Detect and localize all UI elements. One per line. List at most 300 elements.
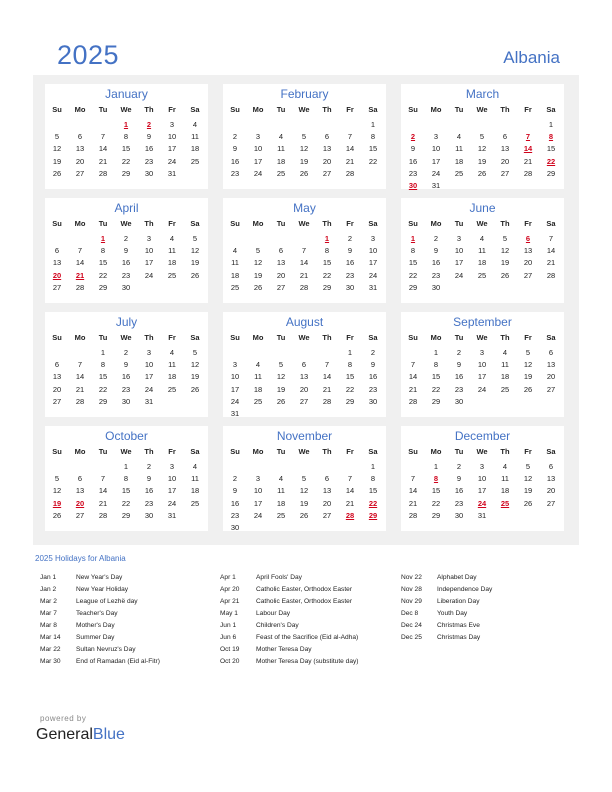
day-cell: 25 <box>190 498 200 508</box>
day-cell: 20 <box>322 498 332 508</box>
weekday-header: We <box>476 333 488 342</box>
day-cell: 7 <box>548 234 554 243</box>
holiday-row <box>220 646 359 658</box>
day-cell: 13 <box>276 258 286 268</box>
holiday-day-cell: 1 <box>100 234 106 243</box>
holiday-day-cell: 6 <box>525 234 531 243</box>
weekday-header: Fr <box>168 447 176 456</box>
day-cell: 12 <box>253 258 263 268</box>
day-cell: 14 <box>345 486 355 496</box>
day-cell: 10 <box>454 246 464 256</box>
day-cell: 30 <box>431 282 441 292</box>
month-november <box>223 426 386 531</box>
day-cell: 8 <box>123 474 129 484</box>
day-cell: 18 <box>253 384 263 394</box>
day-cell: 3 <box>433 132 439 142</box>
day-cell: 3 <box>255 132 261 142</box>
weekday-header: Th <box>322 105 332 114</box>
holiday-name: Mother Teresa Day <box>256 646 312 653</box>
day-cell: 31 <box>368 282 378 292</box>
day-cell: 21 <box>523 156 533 166</box>
month-march <box>401 84 564 189</box>
day-cell: 13 <box>299 372 309 382</box>
day-cell: 20 <box>546 486 556 496</box>
day-cell: 17 <box>253 156 263 166</box>
day-cell: 25 <box>276 510 286 520</box>
day-cell: 9 <box>146 132 152 142</box>
day-cell: 22 <box>408 270 418 280</box>
day-cell: 23 <box>144 498 154 508</box>
day-cell: 1 <box>548 120 554 129</box>
calendar-grid <box>33 75 579 545</box>
day-cell: 4 <box>192 462 198 471</box>
month-title: April <box>114 201 139 215</box>
day-cell: 28 <box>546 270 556 280</box>
day-cell: 3 <box>169 120 175 129</box>
weekday-header: Th <box>322 333 332 342</box>
day-cell: 28 <box>322 396 332 406</box>
day-cell: 17 <box>477 372 487 382</box>
day-cell: 27 <box>75 168 85 178</box>
day-cell: 25 <box>190 156 200 166</box>
day-cell: 21 <box>345 156 355 166</box>
weekday-header: Fr <box>346 447 354 456</box>
day-cell: 14 <box>546 246 556 256</box>
day-cell: 28 <box>75 282 85 292</box>
day-cell: 31 <box>144 396 154 406</box>
day-cell: 27 <box>322 510 332 520</box>
day-cell: 22 <box>121 156 131 166</box>
day-cell: 9 <box>123 246 129 256</box>
day-cell: 14 <box>408 486 418 496</box>
day-cell: 26 <box>477 168 487 178</box>
day-cell: 28 <box>299 282 309 292</box>
holiday-name: April Fools' Day <box>256 574 302 581</box>
weekday-header: Su <box>230 219 240 228</box>
weekday-header: We <box>476 219 488 228</box>
day-cell: 18 <box>190 144 200 154</box>
day-cell: 29 <box>98 396 108 406</box>
holiday-name: Independence Day <box>437 586 493 593</box>
weekday-header: Tu <box>98 105 108 114</box>
weekday-header: Sa <box>546 447 556 456</box>
holiday-name: Alphabet Day <box>437 574 477 581</box>
day-cell: 1 <box>123 462 129 471</box>
day-cell: 15 <box>431 486 441 496</box>
day-cell: 21 <box>98 498 108 508</box>
weekday-header: Tu <box>276 219 286 228</box>
day-cell: 24 <box>431 168 441 178</box>
day-cell: 15 <box>546 144 556 154</box>
holiday-row <box>401 622 492 634</box>
day-cell: 10 <box>431 144 441 154</box>
holiday-row <box>401 574 492 586</box>
day-cell: 14 <box>98 486 108 496</box>
holiday-date: Mar 2 <box>40 598 57 605</box>
holiday-day-cell: 14 <box>523 144 533 154</box>
day-cell: 29 <box>431 396 441 406</box>
day-cell: 8 <box>370 474 376 484</box>
day-cell: 12 <box>52 486 62 496</box>
day-cell: 15 <box>408 258 418 268</box>
day-cell: 13 <box>75 144 85 154</box>
day-cell: 5 <box>278 360 284 370</box>
day-cell: 15 <box>345 372 355 382</box>
day-cell: 9 <box>370 360 376 370</box>
weekday-header: Su <box>52 219 62 228</box>
month-title: July <box>115 315 138 329</box>
day-cell: 13 <box>75 486 85 496</box>
day-cell: 5 <box>54 132 60 142</box>
day-cell: 2 <box>123 348 129 357</box>
day-cell: 27 <box>500 168 510 178</box>
day-cell: 8 <box>123 132 129 142</box>
day-cell: 25 <box>167 270 177 280</box>
day-cell: 3 <box>146 348 152 357</box>
day-cell: 24 <box>253 510 263 520</box>
day-cell: 16 <box>408 156 418 166</box>
weekday-header: Fr <box>168 105 176 114</box>
day-cell: 3 <box>169 462 175 471</box>
day-cell: 18 <box>454 156 464 166</box>
holiday-row <box>40 598 160 610</box>
day-cell: 28 <box>75 396 85 406</box>
day-cell: 4 <box>278 474 284 484</box>
holiday-date: Oct 19 <box>220 646 240 653</box>
day-cell: 4 <box>232 246 238 256</box>
day-cell: 17 <box>144 372 154 382</box>
holiday-row <box>40 646 160 658</box>
weekday-header: Mo <box>74 447 86 456</box>
month-october <box>45 426 208 531</box>
holiday-date: Jan 2 <box>40 586 57 593</box>
day-cell: 25 <box>454 168 464 178</box>
holiday-row <box>40 610 160 622</box>
weekday-header: We <box>476 105 488 114</box>
day-cell: 25 <box>500 384 510 394</box>
day-cell: 31 <box>167 168 177 178</box>
holiday-date: Apr 20 <box>220 586 240 593</box>
day-cell: 7 <box>324 360 330 370</box>
holiday-name: Liberation Day <box>437 598 480 605</box>
day-cell: 24 <box>167 498 177 508</box>
day-cell: 3 <box>232 360 238 370</box>
month-may <box>223 198 386 303</box>
day-cell: 16 <box>121 372 131 382</box>
day-cell: 5 <box>525 462 531 471</box>
day-cell: 17 <box>431 156 441 166</box>
day-cell: 18 <box>167 258 177 268</box>
day-cell: 7 <box>347 474 353 484</box>
holiday-row <box>220 586 359 598</box>
day-cell: 21 <box>322 384 332 394</box>
day-cell: 5 <box>502 234 508 243</box>
day-cell: 11 <box>277 486 285 496</box>
day-cell: 30 <box>454 396 464 406</box>
day-cell: 10 <box>144 360 154 370</box>
day-cell: 22 <box>431 384 441 394</box>
day-cell: 29 <box>121 510 131 520</box>
day-cell: 7 <box>77 360 83 370</box>
day-cell: 13 <box>546 360 556 370</box>
day-cell: 6 <box>278 246 284 256</box>
day-cell: 12 <box>523 360 533 370</box>
day-cell: 21 <box>408 384 418 394</box>
day-cell: 14 <box>345 144 355 154</box>
weekday-header: Th <box>144 333 154 342</box>
day-cell: 3 <box>370 234 376 243</box>
month-title: December <box>454 429 511 443</box>
day-cell: 20 <box>276 270 286 280</box>
day-cell: 15 <box>98 372 108 382</box>
holiday-name: Feast of the Sacrifice (Eid al-Adha) <box>256 634 359 641</box>
holiday-date: Mar 14 <box>40 634 61 641</box>
weekday-header: Su <box>230 447 240 456</box>
day-cell: 9 <box>456 474 462 484</box>
holiday-date: Mar 30 <box>40 658 61 665</box>
day-cell: 12 <box>477 144 487 154</box>
day-cell: 12 <box>190 360 200 370</box>
weekday-header: We <box>298 333 310 342</box>
holiday-column <box>220 574 359 670</box>
day-cell: 5 <box>525 348 531 357</box>
weekday-header: Mo <box>252 219 264 228</box>
weekday-header: Mo <box>252 333 264 342</box>
holiday-row <box>220 622 359 634</box>
day-cell: 16 <box>454 486 464 496</box>
holiday-day-cell: 25 <box>500 498 510 508</box>
day-cell: 8 <box>433 360 439 370</box>
day-cell: 15 <box>368 486 378 496</box>
day-cell: 5 <box>301 474 307 484</box>
day-cell: 13 <box>322 144 332 154</box>
weekday-header: Sa <box>190 333 200 342</box>
day-cell: 13 <box>322 486 332 496</box>
day-cell: 2 <box>347 234 353 243</box>
day-cell: 28 <box>98 510 108 520</box>
day-cell: 11 <box>168 246 176 256</box>
day-cell: 11 <box>231 258 239 268</box>
holiday-day-cell: 20 <box>52 270 62 280</box>
holiday-row <box>401 586 492 598</box>
day-cell: 31 <box>167 510 177 520</box>
day-cell: 29 <box>546 168 556 178</box>
day-cell: 28 <box>345 168 355 178</box>
day-cell: 10 <box>368 246 378 256</box>
day-cell: 28 <box>408 396 418 406</box>
day-cell: 23 <box>121 270 131 280</box>
day-cell: 4 <box>169 234 175 243</box>
holiday-date: Mar 22 <box>40 646 61 653</box>
weekday-header: Th <box>322 447 332 456</box>
day-cell: 2 <box>146 462 152 471</box>
day-cell: 13 <box>546 474 556 484</box>
day-cell: 20 <box>523 258 533 268</box>
day-cell: 16 <box>431 258 441 268</box>
day-cell: 15 <box>98 258 108 268</box>
day-cell: 7 <box>410 360 416 370</box>
holiday-day-cell: 7 <box>525 132 531 142</box>
day-cell: 18 <box>477 258 487 268</box>
weekday-header: Tu <box>276 447 286 456</box>
holiday-name: Labour Day <box>256 610 291 617</box>
day-cell: 29 <box>98 282 108 292</box>
day-cell: 4 <box>255 360 261 370</box>
day-cell: 9 <box>146 474 152 484</box>
holiday-date: Jun 6 <box>220 634 237 641</box>
day-cell: 14 <box>75 258 85 268</box>
weekday-header: Tu <box>454 333 464 342</box>
holiday-day-cell: 1 <box>123 120 129 129</box>
day-cell: 21 <box>299 270 309 280</box>
day-cell: 6 <box>548 462 554 471</box>
holiday-name: Catholic Easter, Orthodox Easter <box>256 598 353 605</box>
day-cell: 15 <box>121 144 131 154</box>
day-cell: 12 <box>276 372 286 382</box>
day-cell: 23 <box>368 384 378 394</box>
holiday-column <box>401 574 492 646</box>
month-title: January <box>105 87 148 101</box>
day-cell: 24 <box>477 384 487 394</box>
day-cell: 12 <box>52 144 62 154</box>
holiday-name: Summer Day <box>76 634 115 641</box>
weekday-header: Fr <box>346 219 354 228</box>
weekday-header: Su <box>408 333 418 342</box>
day-cell: 26 <box>500 270 510 280</box>
weekday-header: Sa <box>368 105 378 114</box>
day-cell: 29 <box>121 168 131 178</box>
holiday-date: Apr 21 <box>220 598 240 605</box>
day-cell: 2 <box>456 462 462 471</box>
day-cell: 8 <box>100 246 106 256</box>
country-title: Albania <box>503 48 560 67</box>
day-cell: 10 <box>167 474 177 484</box>
day-cell: 15 <box>121 486 131 496</box>
day-cell: 30 <box>144 510 154 520</box>
weekday-header: Su <box>52 333 62 342</box>
weekday-header: We <box>120 333 132 342</box>
day-cell: 14 <box>98 144 108 154</box>
holiday-name: Mother Teresa Day (substitute day) <box>256 658 359 665</box>
day-cell: 20 <box>500 156 510 166</box>
day-cell: 16 <box>230 156 240 166</box>
weekday-header: Su <box>52 105 62 114</box>
weekday-header: Sa <box>546 333 556 342</box>
day-cell: 26 <box>253 282 263 292</box>
day-cell: 9 <box>433 246 439 256</box>
day-cell: 5 <box>301 132 307 142</box>
day-cell: 5 <box>192 348 198 357</box>
day-cell: 10 <box>477 360 487 370</box>
day-cell: 12 <box>190 246 200 256</box>
day-cell: 11 <box>191 132 199 142</box>
day-cell: 4 <box>192 120 198 129</box>
holiday-date: Dec 24 <box>401 622 422 629</box>
day-cell: 2 <box>456 348 462 357</box>
weekday-header: Su <box>408 105 418 114</box>
day-cell: 1 <box>370 462 376 471</box>
weekday-header: Mo <box>252 105 264 114</box>
weekday-header: Tu <box>98 333 108 342</box>
day-cell: 24 <box>167 156 177 166</box>
day-cell: 2 <box>370 348 376 357</box>
day-cell: 5 <box>479 132 485 142</box>
holiday-row <box>40 586 160 598</box>
day-cell: 26 <box>52 510 62 520</box>
day-cell: 17 <box>230 384 240 394</box>
holiday-date: Apr 1 <box>220 574 236 581</box>
day-cell: 19 <box>523 486 533 496</box>
day-cell: 6 <box>301 360 307 370</box>
day-cell: 6 <box>324 474 330 484</box>
day-cell: 18 <box>276 156 286 166</box>
day-cell: 24 <box>230 396 240 406</box>
day-cell: 19 <box>190 372 200 382</box>
day-cell: 26 <box>299 168 309 178</box>
day-cell: 21 <box>98 156 108 166</box>
day-cell: 16 <box>454 372 464 382</box>
day-cell: 14 <box>408 372 418 382</box>
holiday-name: New Year's Day <box>76 574 123 581</box>
weekday-header: Tu <box>98 447 108 456</box>
month-january <box>45 84 208 189</box>
day-cell: 21 <box>345 498 355 508</box>
day-cell: 3 <box>479 348 485 357</box>
weekday-header: Mo <box>430 333 442 342</box>
day-cell: 1 <box>433 462 439 471</box>
holiday-name: Sultan Nevruz's Day <box>76 646 136 653</box>
day-cell: 16 <box>121 258 131 268</box>
day-cell: 18 <box>230 270 240 280</box>
day-cell: 6 <box>548 348 554 357</box>
holiday-name: End of Ramadan (Eid al-Fitr) <box>76 658 160 665</box>
day-cell: 16 <box>230 498 240 508</box>
month-september <box>401 312 564 417</box>
holiday-name: New Year Holiday <box>76 586 129 593</box>
day-cell: 12 <box>299 486 309 496</box>
holiday-day-cell: 22 <box>546 156 556 166</box>
day-cell: 27 <box>75 510 85 520</box>
day-cell: 23 <box>408 168 418 178</box>
day-cell: 27 <box>276 282 286 292</box>
day-cell: 22 <box>98 270 108 280</box>
holiday-day-cell: 1 <box>324 234 330 243</box>
day-cell: 19 <box>500 258 510 268</box>
weekday-header: Sa <box>546 105 556 114</box>
weekday-header: We <box>120 447 132 456</box>
holiday-row <box>220 598 359 610</box>
day-cell: 26 <box>299 510 309 520</box>
day-cell: 13 <box>52 372 62 382</box>
weekday-header: Fr <box>524 219 532 228</box>
day-cell: 14 <box>299 258 309 268</box>
day-cell: 23 <box>230 510 240 520</box>
holiday-date: Jan 1 <box>40 574 57 581</box>
holiday-day-cell: 21 <box>75 270 85 280</box>
day-cell: 2 <box>433 234 439 243</box>
holiday-date: Mar 8 <box>40 622 57 629</box>
weekday-header: Sa <box>546 219 556 228</box>
day-cell: 19 <box>52 156 62 166</box>
day-cell: 27 <box>52 282 62 292</box>
weekday-header: Su <box>408 447 418 456</box>
holiday-name: Catholic Easter, Orthodox Easter <box>256 586 353 593</box>
holiday-name: Mother's Day <box>76 622 115 629</box>
weekday-header: Sa <box>368 219 378 228</box>
day-cell: 25 <box>167 384 177 394</box>
day-cell: 22 <box>98 384 108 394</box>
day-cell: 12 <box>500 246 510 256</box>
